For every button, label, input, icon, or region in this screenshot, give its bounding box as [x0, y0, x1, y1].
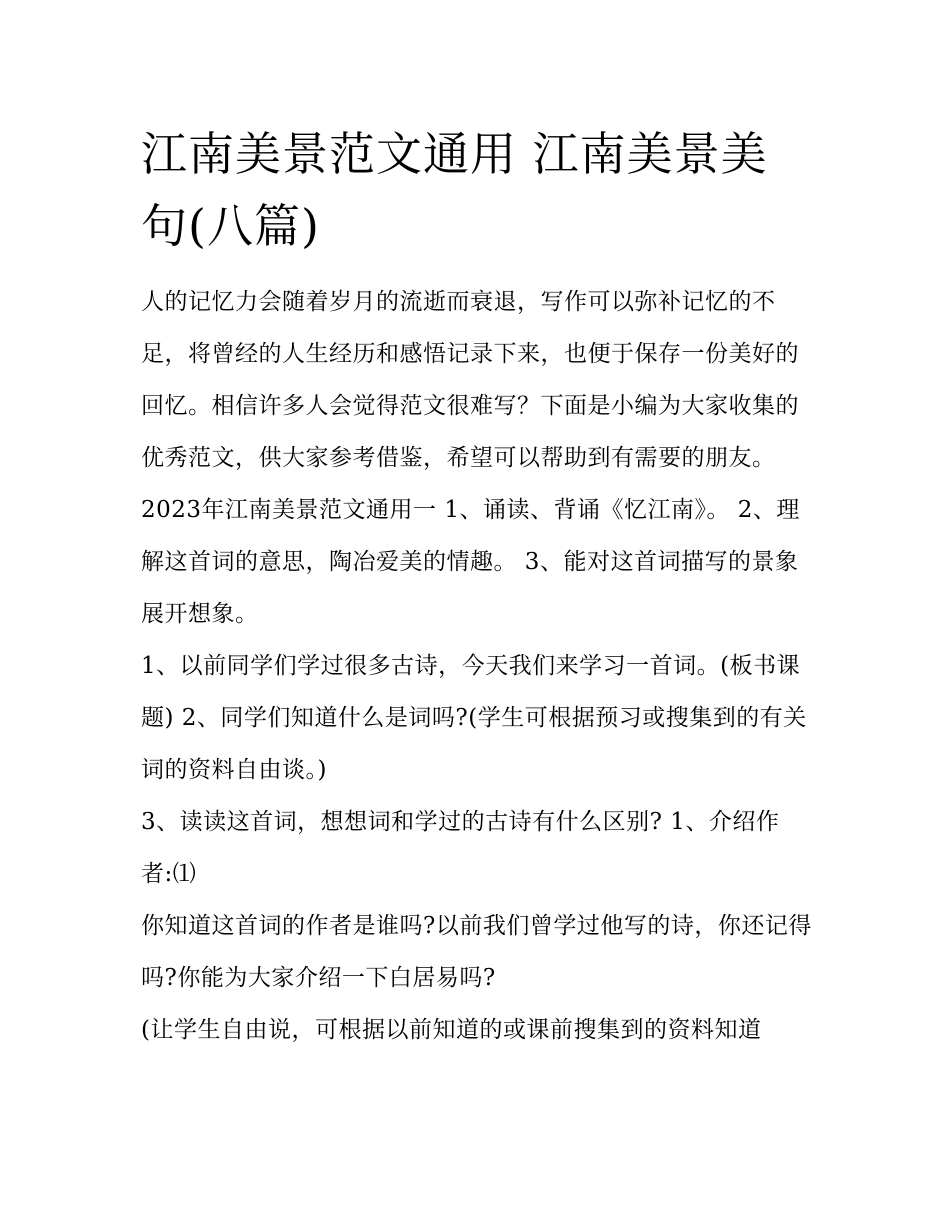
- lesson-step-paragraph: 1、以前同学们学过很多古诗，今天我们来学习一首词。(板书课题) 2、同学们知道什么是词吗?(学生可根据预习或搜集到的有关词的资料自由谈。): [141, 653, 807, 783]
- intro-paragraph: 人的记忆力会随着岁月的流逝而衰退，写作可以弥补记忆的不足，将曾经的人生经历和感悟记录下来，也便于保存一份美好的回忆。相信许多人会觉得范文很难写？下面是小编为大家收集的优秀范文，供大家参考借鉴，希望可以帮助到有需要的朋友。: [141, 289, 799, 471]
- document-title: 江南美景范文通用 江南美景美句(八篇): [141, 127, 768, 253]
- objectives-paragraph: 2023年江南美景范文通用一 1、诵读、背诵《忆江南》。 2、理解这首词的意思，陶冶爱美的情趣。 3、能对这首词描写的景象展开想象。: [141, 497, 800, 627]
- question-paragraph: 你知道这首词的作者是谁吗?以前我们曾学过他写的诗，你还记得吗?你能为大家介绍一下白居易吗?: [141, 913, 812, 991]
- document-page: [141, 118, 813, 1056]
- lesson-step-paragraph: 3、读读这首词，想想词和学过的古诗有什么区别? 1、介绍作者:⑴: [141, 809, 780, 887]
- note-paragraph: (让学生自由说，可根据以前知道的或课前搜集到的资料知道: [141, 1017, 762, 1043]
